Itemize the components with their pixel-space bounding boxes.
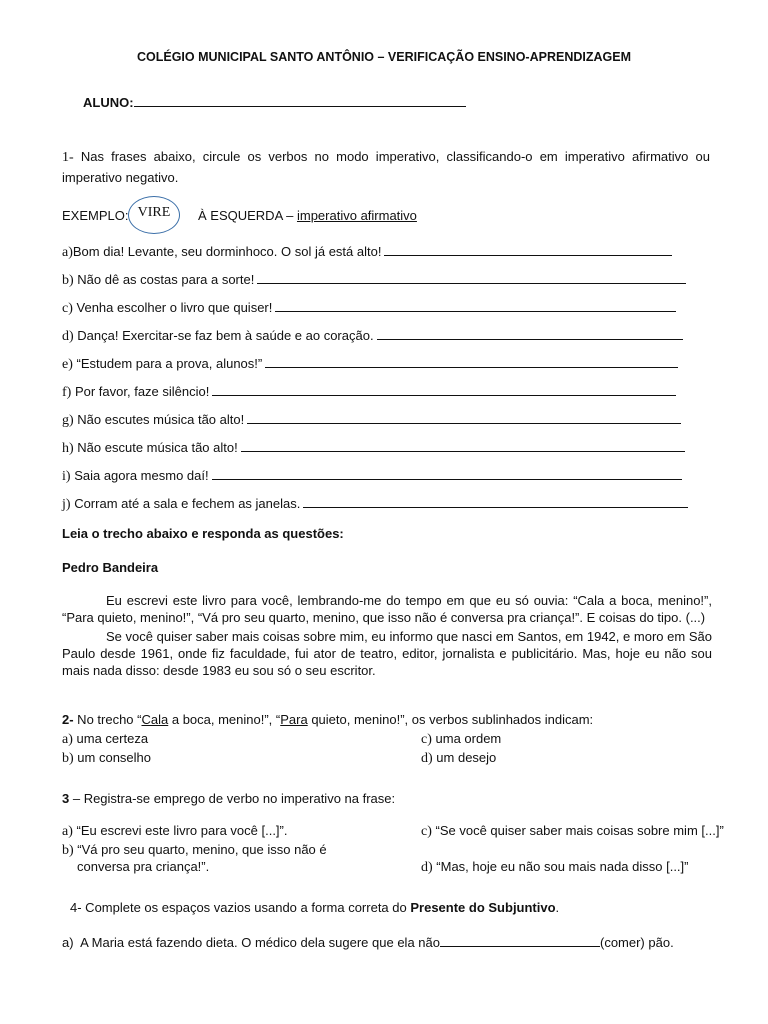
item-text: Não dê as costas para a sorte! — [77, 272, 255, 287]
answer-blank[interactable] — [275, 300, 676, 312]
question-4-stem — [70, 900, 559, 915]
question-1-item — [62, 496, 688, 513]
example-text — [198, 208, 417, 223]
option-text: “Se você quiser saber mais coisas sobre mim [...]” — [435, 823, 724, 838]
item-letter: e) — [62, 357, 73, 372]
question-2-option-c[interactable] — [421, 731, 501, 748]
item-text: Corram até a sala e fechem as janelas. — [74, 496, 301, 511]
student-name-label: ALUNO: — [83, 95, 134, 110]
question-1-item — [62, 300, 676, 317]
question-4-number: 4- — [70, 900, 82, 915]
question-2-number: 2- — [62, 712, 74, 727]
answer-blank[interactable] — [265, 356, 678, 368]
question-2-text: a boca, menino!”, “ — [168, 712, 281, 727]
question-2-option-b[interactable] — [62, 750, 151, 767]
question-3-option-b[interactable] — [62, 842, 367, 875]
item-text: Venha escolher o livro que quiser! — [76, 300, 273, 315]
option-letter: a) — [62, 732, 73, 747]
item-letter: f) — [62, 385, 72, 400]
reading-instruction: Leia o trecho abaixo e responda as questões: — [62, 526, 344, 541]
option-letter: a) — [62, 824, 73, 839]
answer-blank[interactable] — [440, 935, 600, 947]
example-prefix: À ESQUERDA – — [198, 208, 297, 223]
question-1-text: Nas frases abaixo, circule os verbos no modo imperativo, classificando-o em imperativo afirmativo ou imperativo negativo. — [62, 149, 710, 185]
item-letter: c) — [62, 301, 73, 316]
option-text: uma ordem — [435, 731, 502, 746]
answer-blank[interactable] — [212, 384, 676, 396]
question-4-emphasis: Presente do Subjuntivo — [410, 900, 556, 915]
question-3-option-a[interactable] — [62, 823, 287, 840]
example-label: EXEMPLO: — [62, 208, 129, 223]
question-2-text: quieto, menino!”, os verbos sublinhados indicam: — [307, 712, 594, 727]
answer-blank[interactable] — [384, 244, 672, 256]
item-text: Não escutes música tão alto! — [77, 412, 245, 427]
question-1-item — [62, 328, 683, 345]
option-letter: c) — [421, 732, 432, 747]
example-word: VIRE — [137, 205, 171, 220]
question-2-option-a[interactable] — [62, 731, 148, 748]
question-3-text: – Registra-se emprego de verbo no imperativo na frase: — [69, 791, 396, 806]
student-name-field[interactable] — [83, 94, 466, 110]
item-hint: (comer) pão. — [599, 935, 674, 950]
question-1-item — [62, 440, 685, 457]
question-3-option-c[interactable] — [421, 823, 727, 840]
question-1-item — [62, 244, 672, 261]
answer-blank[interactable] — [377, 328, 683, 340]
option-text: “Eu escrevi este livro para você [...]”. — [76, 823, 288, 838]
item-letter: h) — [62, 441, 74, 456]
item-text: Não escute música tão alto! — [77, 440, 238, 455]
option-text: “Vá pro seu quarto, menino, que isso não é conversa pra criança!”. — [77, 842, 327, 874]
item-letter: d) — [62, 329, 74, 344]
example-answer: imperativo afirmativo — [296, 208, 417, 223]
option-letter: d) — [421, 751, 433, 766]
answer-blank[interactable] — [303, 496, 688, 508]
student-name-blank[interactable] — [134, 94, 466, 107]
item-text: A Maria está fazendo dieta. O médico dela sugere que ela não — [80, 935, 440, 950]
question-4-item-a — [62, 935, 674, 950]
question-3-number: 3 — [62, 791, 70, 806]
item-letter: i) — [62, 469, 71, 484]
question-2-stem — [62, 712, 593, 727]
option-letter: b) — [62, 843, 74, 858]
item-letter: g) — [62, 413, 74, 428]
item-text: Saia agora mesmo daí! — [74, 468, 209, 483]
question-4-text: . — [555, 900, 560, 915]
option-letter: c) — [421, 824, 432, 839]
page-title: COLÉGIO MUNICIPAL SANTO ANTÔNIO – VERIFICAÇÃO ENSINO-APRENDIZAGEM — [136, 50, 631, 64]
item-letter: j) — [62, 497, 71, 512]
option-letter: d) — [421, 860, 433, 875]
reading-author: Pedro Bandeira — [62, 560, 159, 575]
item-text: Dança! Exercitar-se faz bem à saúde e ao coração. — [77, 328, 374, 343]
question-1-item — [62, 384, 676, 401]
answer-blank[interactable] — [212, 468, 682, 480]
item-letter: a) — [62, 935, 74, 950]
item-letter: b) — [62, 273, 74, 288]
option-text: um desejo — [436, 750, 497, 765]
question-1-item — [62, 412, 681, 429]
question-1-item — [62, 356, 678, 373]
answer-blank[interactable] — [257, 272, 686, 284]
item-text: “Estudem para a prova, alunos!” — [76, 356, 263, 371]
question-3-stem — [62, 791, 395, 806]
option-letter: b) — [62, 751, 74, 766]
option-text: uma certeza — [76, 731, 149, 746]
option-text: um conselho — [77, 750, 152, 765]
question-1-number: 1- — [62, 150, 74, 165]
option-text: “Mas, hoje eu não sou mais nada disso [...]” — [436, 859, 689, 874]
question-1-item — [62, 468, 682, 485]
question-4-text: Complete os espaços vazios usando a forma correta do — [81, 900, 411, 915]
item-letter: a) — [62, 245, 73, 260]
item-text: Bom dia! Levante, seu dorminhoco. O sol já está alto! — [72, 244, 382, 259]
answer-blank[interactable] — [241, 440, 685, 452]
question-1-statement — [62, 147, 710, 188]
reading-paragraph-1: Eu escrevi este livro para você, lembrando-me do tempo em que eu só ouvia: “Cala a boca, menino!”, “Para quieto, menino!”, “Vá pro seu quarto, menino, que isso não é conversa pra criança!”. E coisas do tipo. (...) — [62, 593, 712, 625]
question-2-option-d[interactable] — [421, 750, 496, 767]
question-1-item — [62, 272, 686, 289]
answer-blank[interactable] — [247, 412, 681, 424]
question-2-text: No trecho “ — [73, 712, 142, 727]
underlined-verb: Cala — [141, 712, 169, 727]
item-text: Por favor, faze silêncio! — [74, 384, 210, 399]
underlined-verb: Para — [280, 712, 308, 727]
reading-paragraph-2: Se você quiser saber mais coisas sobre mim, eu informo que nasci em Santos, em 1942, e moro em São Paulo desde 1961, onde fiz faculdade, fui ator de teatro, editor, jornalista e publicitário. Mas, hoje eu não sou mais nada disso: desde 1983 eu sou só o seu escritor. — [62, 629, 712, 678]
question-3-option-d[interactable] — [421, 859, 688, 876]
